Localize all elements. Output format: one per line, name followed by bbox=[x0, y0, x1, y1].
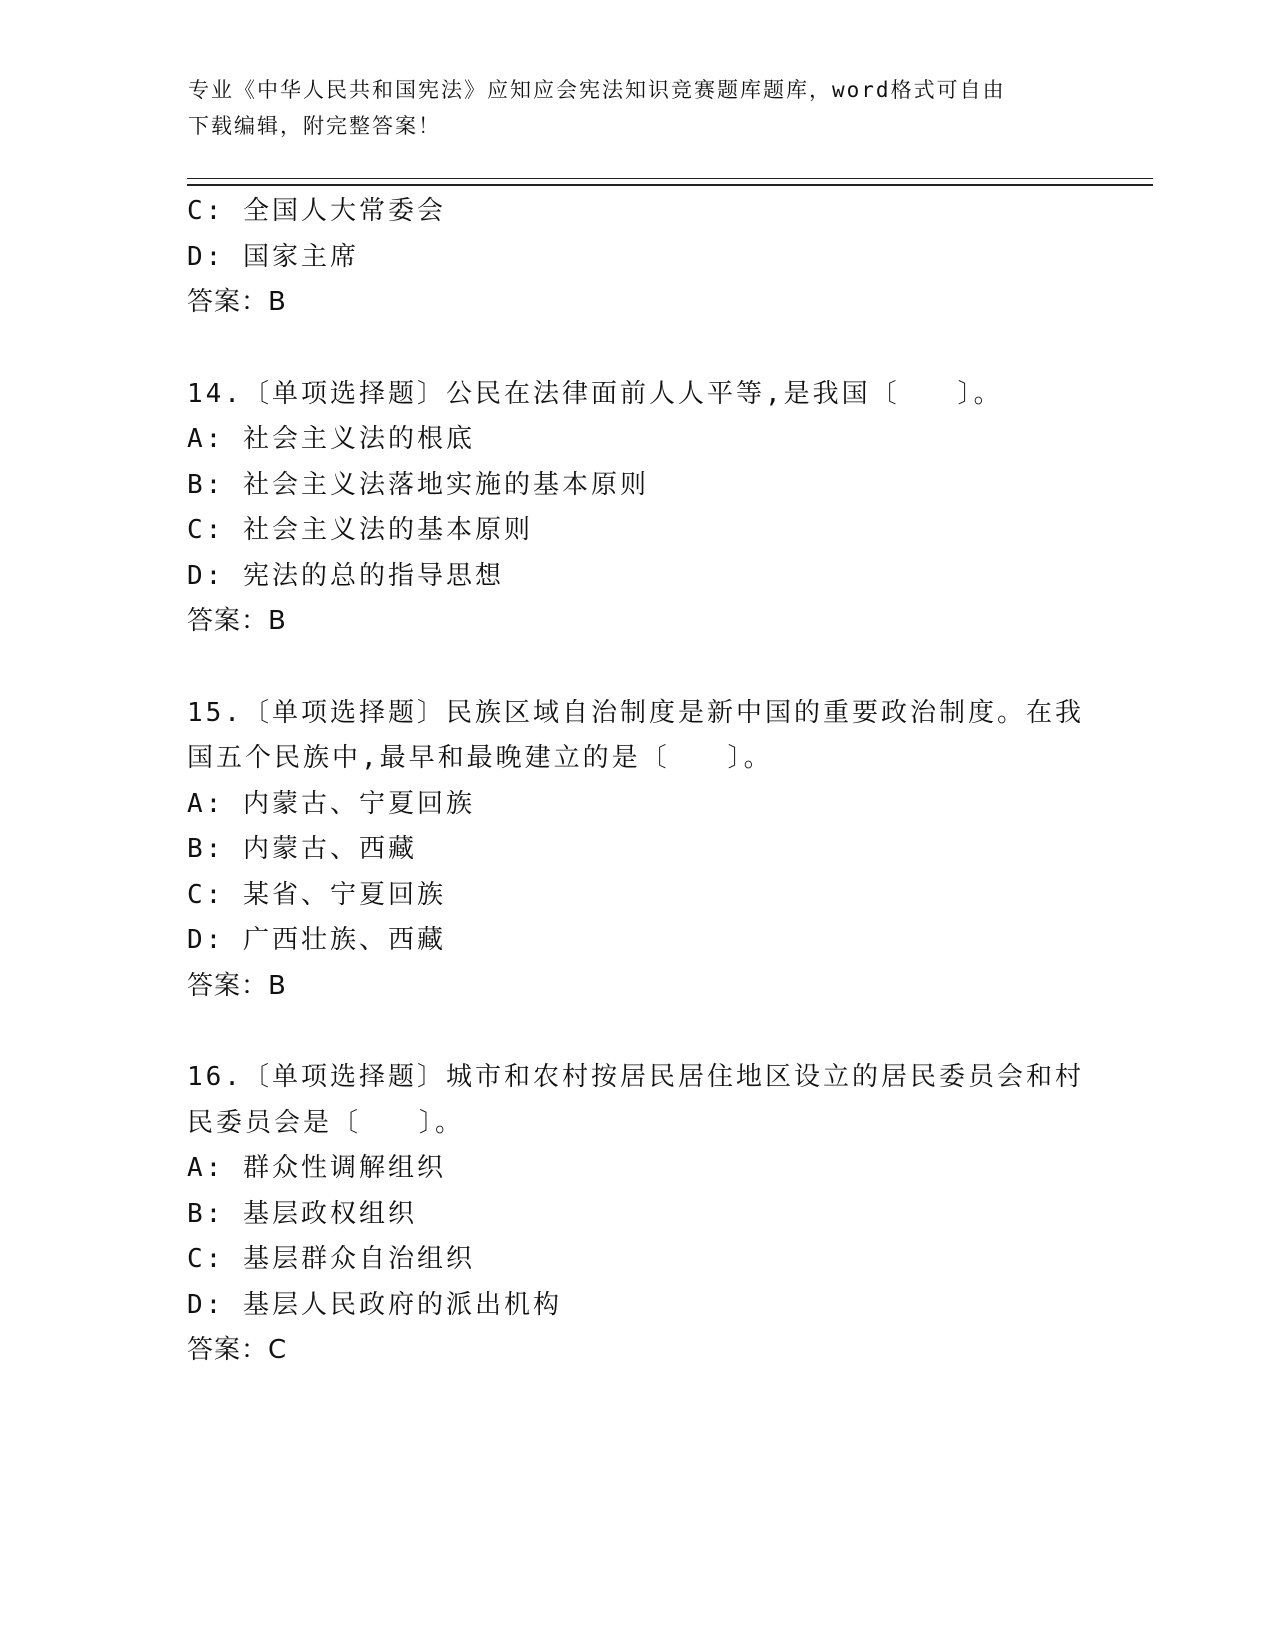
option-d: D: 广西壮族、西藏 bbox=[187, 925, 446, 955]
option-b: B: 社会主义法落地实施的基本原则 bbox=[187, 469, 649, 500]
question-stem-line-1: 16.〔单项选择题〕城市和农村按居民居住地区设立的居民委员会和村 bbox=[187, 1062, 1084, 1092]
answer: 答案：B bbox=[187, 970, 287, 1001]
header-divider-thick bbox=[187, 184, 1153, 186]
question-14 bbox=[187, 372, 1087, 645]
question-stem: 14.〔单项选择题〕公民在法律面前人人平等,是我国〔 〕。 bbox=[187, 378, 1003, 409]
header-line-2: 下载编辑，附完整答案！ bbox=[188, 114, 441, 138]
option-d: D: 国家主席 bbox=[187, 241, 359, 272]
spacer bbox=[187, 645, 1087, 691]
option-c: C: 社会主义法的基本原则 bbox=[187, 515, 533, 545]
answer: 答案：B bbox=[187, 606, 287, 636]
answer: 答案：C bbox=[187, 1335, 288, 1365]
option-b: B: 内蒙古、西藏 bbox=[187, 834, 417, 864]
option-c: C: 某省、宁夏回族 bbox=[187, 879, 446, 910]
question-stem-line-2: 国五个民族中,最早和最晚建立的是〔 〕。 bbox=[187, 743, 773, 773]
option-a: A: 社会主义法的根底 bbox=[187, 424, 475, 454]
option-d: D: 基层人民政府的派出机构 bbox=[187, 1289, 562, 1320]
header-divider-thin bbox=[187, 178, 1153, 179]
option-c: C: 全国人大常委会 bbox=[187, 196, 446, 226]
spacer bbox=[187, 1009, 1087, 1055]
option-a: A: 群众性调解组织 bbox=[187, 1153, 446, 1183]
option-b: B: 基层政权组织 bbox=[187, 1198, 417, 1229]
answer: 答案：B bbox=[187, 287, 287, 317]
option-a: A: 内蒙古、宁夏回族 bbox=[187, 788, 475, 819]
question-stem-line-2: 民委员会是〔 〕。 bbox=[187, 1107, 465, 1138]
header-line-1: 专业《中华人民共和国宪法》应知应会宪法知识竞赛题库题库，word格式可自由 bbox=[188, 78, 1006, 102]
option-c: C: 基层群众自治组织 bbox=[187, 1244, 475, 1274]
question-13-tail bbox=[187, 189, 1087, 326]
question-16 bbox=[187, 1055, 1087, 1374]
document-header bbox=[188, 72, 1068, 144]
question-list bbox=[187, 189, 1087, 1374]
question-15 bbox=[187, 691, 1087, 1010]
question-stem-line-1: 15.〔单项选择题〕民族区域自治制度是新中国的重要政治制度。在我 bbox=[187, 697, 1084, 728]
spacer bbox=[187, 326, 1087, 372]
option-d: D: 宪法的总的指导思想 bbox=[187, 560, 504, 591]
